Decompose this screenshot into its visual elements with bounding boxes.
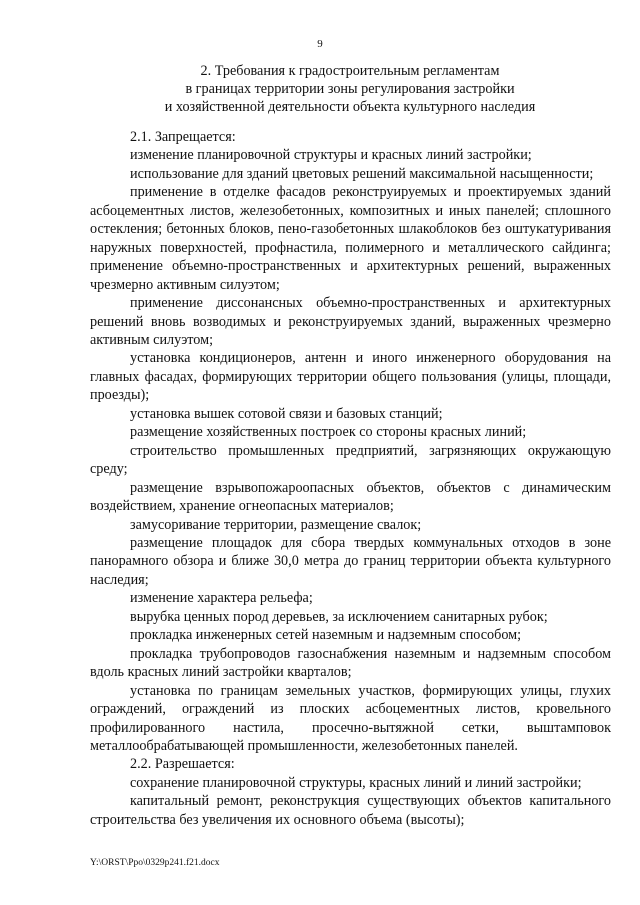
prohibition-item: применение в отделке фасадов реконструируемых и проектируемых зданий асбоцементных листов, железобетонных, композитных и иных панелей; сплошного остекления; бетонных блоков, пено-газобетонных шлакоблоков без оштукатуривания наружных поверхностей, профнастила, полимерного и металлического сайдинга; применение объемно-пространственных и архитектурных решений, выраженных чрезмерно активным силуэтом;: [90, 184, 611, 293]
prohibition-item: размещение площадок для сбора твердых коммунальных отходов в зоне панорамного обзора и ближе 30,0 метра до границ территории объекта культурного наследия;: [90, 534, 611, 588]
section-2-1-title: 2.1. Запрещается:: [130, 129, 236, 145]
prohibition-item: прокладка инженерных сетей наземным и надземным способом;: [130, 627, 522, 644]
prohibition-item: прокладка трубопроводов газоснабжения наземным и надземным способом вдоль красных линий застройки кварталов;: [90, 645, 611, 681]
prohibition-item: установка вышек сотовой связи и базовых станций;: [130, 405, 443, 422]
prohibition-item: замусоривание территории, размещение свалок;: [130, 516, 422, 533]
prohibition-item: размещение хозяйственных построек со стороны красных линий;: [130, 424, 527, 441]
page-number: 9: [317, 38, 323, 50]
prohibition-item: установка кондиционеров, антенн и иного инженерного оборудования на главных фасадах, формирующих территории общего пользования (улицы, площади, проезды);: [90, 350, 611, 404]
prohibition-item: применение диссонансных объемно-пространственных и архитектурных решений вновь возводимых и реконструируемых зданий, выраженных чрезмерно активным силуэтом;: [90, 295, 611, 348]
heading-line-3: и хозяйственной деятельности объекта культурного наследия: [164, 99, 536, 115]
prohibition-item: использование для зданий цветовых решений максимальной насыщенности;: [130, 165, 594, 182]
prohibition-item: строительство промышленных предприятий, загрязняющих окружающую среду;: [90, 442, 611, 478]
prohibition-item: размещение взрывопожароопасных объектов, объектов с динамическим воздействием, хранение огнеопасных материалов;: [90, 479, 611, 515]
prohibition-item: установка по границам земельных участков, формирующих улицы, глухих ограждений, ограждений из плоских асбоцементных листов, кровельного профилированного настила, просечно-вытяжной сетки, выштамповок металлообрабатывающей промышленности, железобетонных панелей.: [90, 682, 611, 754]
permission-item: сохранение планировочной структуры, красных линий и линий застройки;: [130, 774, 582, 791]
prohibition-item: вырубка ценных пород деревьев, за исключением санитарных рубок;: [130, 608, 548, 625]
document-body: [90, 128, 611, 829]
heading-line-1: 2. Требования к градостроительным регламентам: [200, 63, 500, 79]
permission-item: капитальный ремонт, реконструкция существующих объектов капитального строительства без увеличения их основного объема (высоты);: [90, 793, 611, 828]
heading-line-2: в границах территории зоны регулирования застройки: [185, 81, 515, 97]
footer-file-path: Y:\ORST\Ppo\0329p241.f21.docx: [90, 858, 220, 868]
section-2-2-title: 2.2. Разрешается:: [130, 756, 235, 773]
prohibition-item: изменение характера рельефа;: [130, 590, 313, 607]
section-heading: [90, 62, 610, 116]
prohibition-item: изменение планировочной структуры и красных линий застройки;: [130, 147, 532, 164]
